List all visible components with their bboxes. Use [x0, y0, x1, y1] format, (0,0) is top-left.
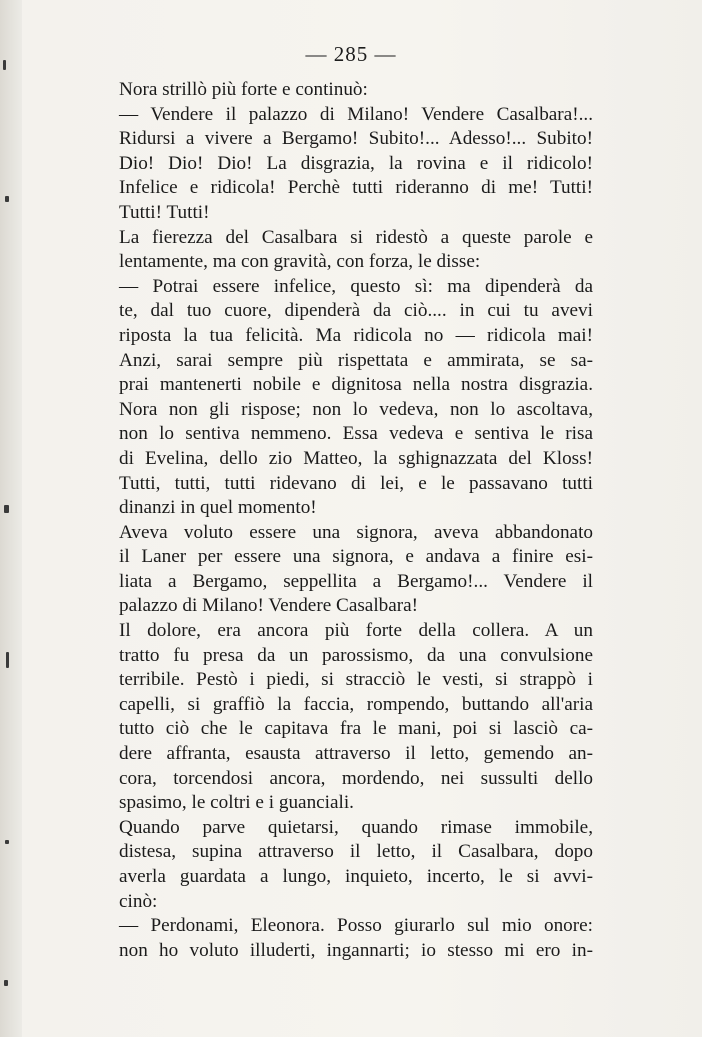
text-line: — Potrai essere infelice, questo sì: ma dipenderà da: [119, 275, 593, 297]
text-line: non lo sentiva nemmeno. Essa vedeva e sentiva le risa: [119, 423, 593, 445]
text-line: Aveva voluto essere una signora, aveva abbandonato: [119, 521, 593, 543]
text-line: palazzo di Milano! Vendere Casalbara!: [119, 595, 419, 617]
text-line: dere affranta, esausta attraverso il letto, gemendo an-: [119, 743, 593, 765]
text-line: — Vendere il palazzo di Milano! Vendere Casalbara!...: [119, 103, 593, 125]
text-line: Quando parve quietarsi, quando rimase immobile,: [119, 816, 593, 838]
text-line: Tutti! Tutti!: [119, 201, 210, 223]
text-line: il Laner per essere una signora, e andava a finire esi-: [119, 546, 593, 568]
scan-speck: [5, 840, 9, 844]
text-line: — Perdonami, Eleonora. Posso giurarlo sul mio onore:: [119, 915, 593, 937]
text-line: dinanzi in quel momento!: [119, 497, 317, 519]
text-line: Nora strillò più forte e continuò:: [119, 79, 368, 100]
scan-speck: [4, 505, 9, 513]
binding-edge: [0, 0, 22, 1037]
text-line: cora, torcendosi ancora, mordendo, nei sussulti dello: [119, 767, 593, 789]
text-line: distesa, supina attraverso il letto, il Casalbara, dopo: [119, 841, 593, 863]
text-line: lentamente, ma con gravità, con forza, le disse:: [119, 251, 481, 273]
text-line: Tutti, tutti, tutti ridevano di lei, e le passavano tutti: [119, 472, 593, 494]
text-line: Anzi, sarai sempre più rispettata e ammirata, se sa-: [119, 349, 593, 371]
text-line: tutto ciò che le capitava fra le mani, poi si lasciò ca-: [119, 718, 593, 740]
scan-speck: [5, 196, 9, 202]
text-line: te, dal tuo cuore, dipenderà da ciò.... in cui tu avevi: [119, 300, 593, 322]
text-line: capelli, si graffiò la faccia, rompendo, buttando all'aria: [119, 693, 593, 715]
text-line: terribile. Pestò i piedi, si stracciò le vesti, si strappò i: [119, 669, 593, 691]
text-line: Nora non gli rispose; non lo vedeva, non lo ascoltava,: [119, 398, 593, 420]
text-line: di Evelina, dello zio Matteo, la sghignazzata del Kloss!: [119, 447, 593, 469]
text-line: averla guardata a lungo, inquieto, incerto, le si avvi-: [119, 866, 593, 887]
text-line: prai mantenerti nobile e dignitosa nella nostra disgrazia.: [119, 374, 593, 396]
text-line: cinò:: [119, 890, 158, 912]
text-line: Infelice e ridicola! Perchè tutti rideranno di me! Tutti!: [119, 177, 593, 199]
scan-speck: [4, 980, 8, 986]
text-line: La fierezza del Casalbara si ridestò a queste parole e: [119, 226, 593, 248]
page-number: — 285 —: [305, 42, 397, 66]
text-line: Ridursi a vivere a Bergamo! Subito!... Adesso!... Subito!: [119, 128, 593, 150]
page-text: [119, 78, 593, 963]
text-line: liata a Bergamo, seppellita a Bergamo!... Vendere il: [119, 570, 593, 592]
text-line: spasimo, le coltri e i guanciali.: [119, 792, 354, 814]
text-line: Il dolore, era ancora più forte della collera. A un: [119, 620, 593, 642]
scan-speck: [6, 652, 9, 668]
text-line: tratto fu presa da un parossismo, da una convulsione: [119, 644, 593, 666]
text-line: non ho voluto illuderti, ingannarti; io stesso mi ero in-: [119, 939, 593, 961]
text-line: riposta la tua felicità. Ma ridicola no — ridicola mai!: [119, 324, 593, 346]
text-line: Dio! Dio! Dio! La disgrazia, la rovina e il ridicolo!: [119, 152, 593, 174]
